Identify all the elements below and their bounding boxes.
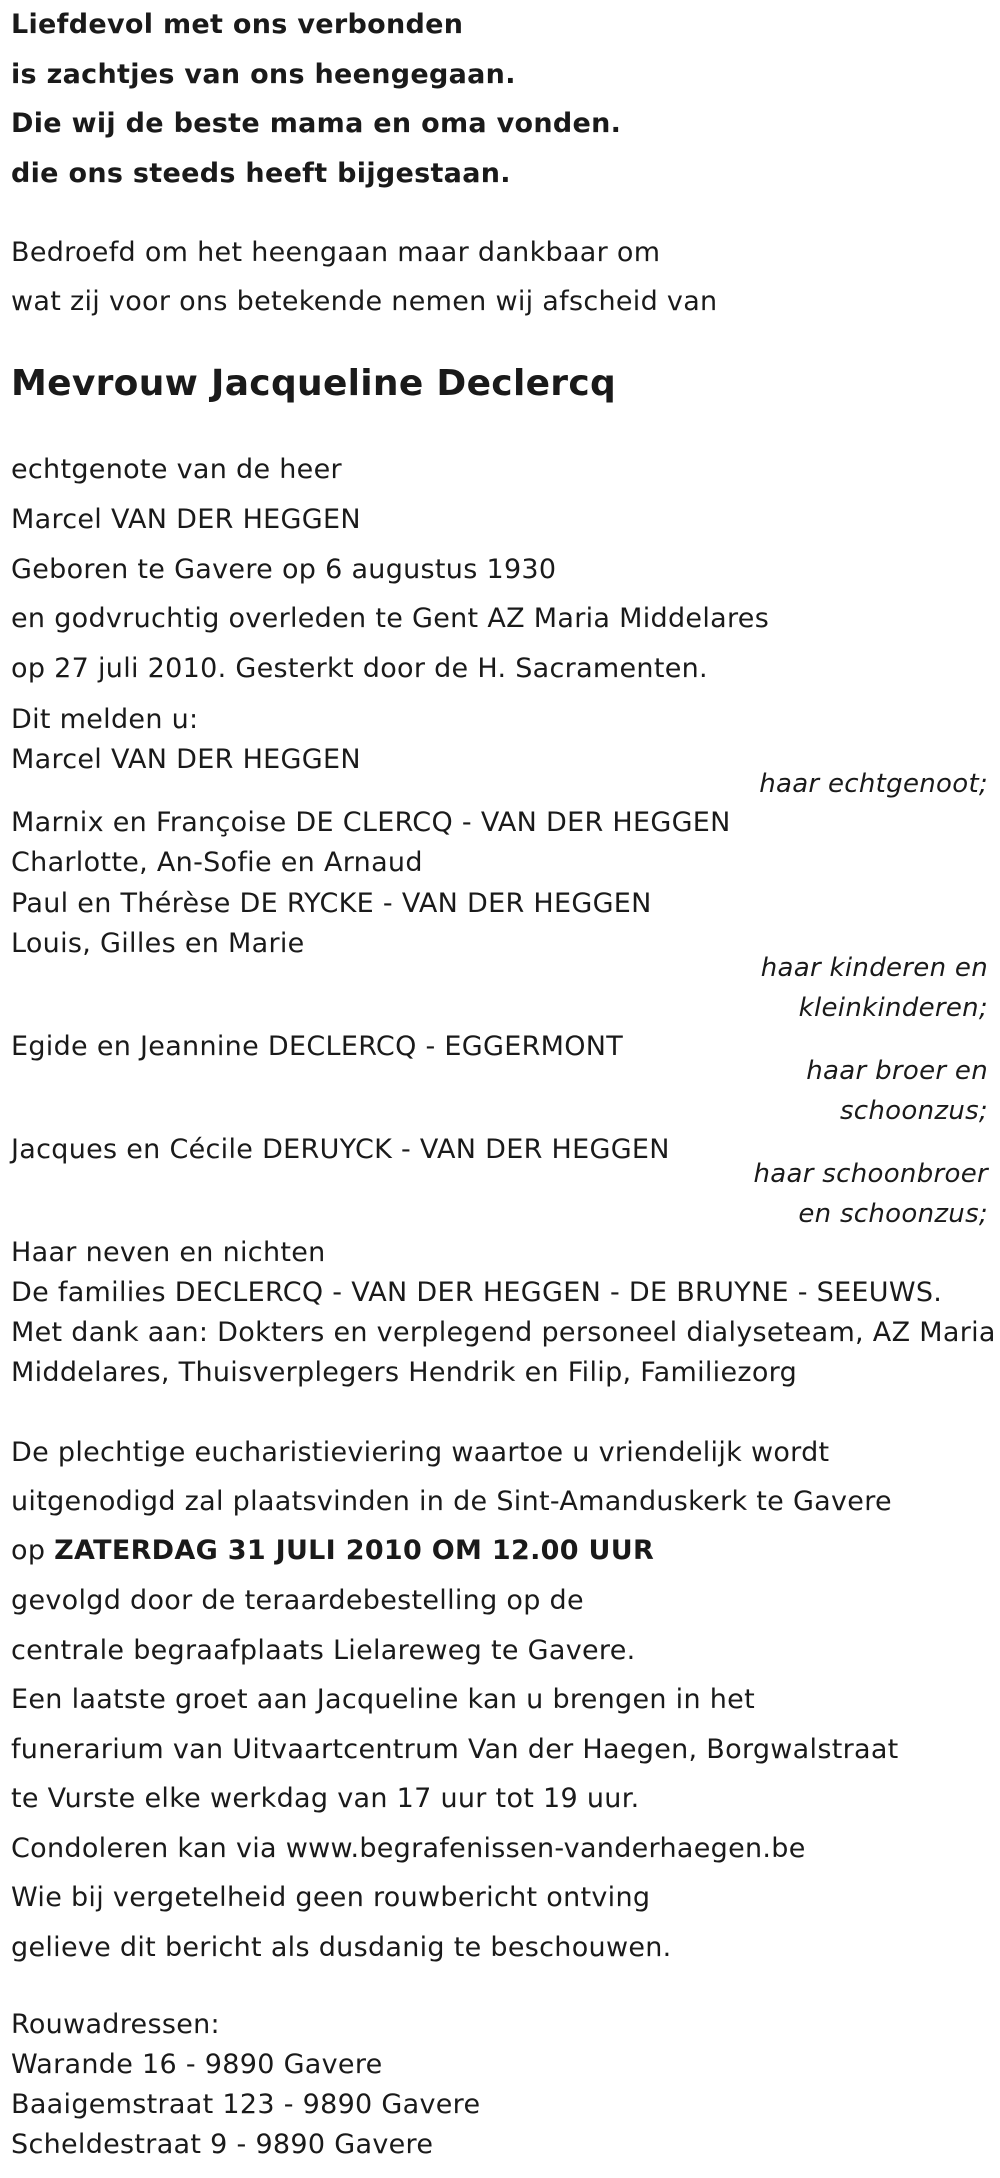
brother-role: haar broer en <box>806 1056 988 1086</box>
children-role: haar kinderen en <box>760 953 988 983</box>
address-line: Scheldestraat 9 - 9890 Gavere <box>11 2129 434 2160</box>
ceremony-date-prefix: op <box>11 1535 55 1566</box>
addresses-heading: Rouwadressen: <box>11 2009 220 2040</box>
poem-line: Liefdevol met ons verbonden <box>11 9 464 40</box>
spouse-name: Marcel VAN DER HEGGEN <box>11 744 361 775</box>
ceremony-line: Wie bij vergetelheid geen rouwbericht ontving <box>11 1882 651 1913</box>
ceremony-line: De plechtige eucharistieviering waartoe u vriendelijk wordt <box>11 1437 830 1468</box>
intro-line: wat zij voor ons betekende nemen wij afscheid van <box>11 286 718 317</box>
ceremony-line: uitgenodigd zal plaatsvinden in de Sint-Amanduskerk te Gavere <box>11 1486 892 1517</box>
detail-line: en godvruchtig overleden te Gent AZ Maria Middelares <box>11 603 770 634</box>
inlaw-role: haar schoonbroer <box>753 1159 988 1189</box>
ceremony-line: funerarium van Uitvaartcentrum Van der Haegen, Borgwalstraat <box>11 1734 899 1765</box>
ceremony-line: Een laatste groet aan Jacqueline kan u brengen in het <box>11 1684 755 1715</box>
ceremony-line: te Vurste elke werkdag van 17 uur tot 19 uur. <box>11 1783 640 1814</box>
brother-line: Egide en Jeannine DECLERCQ - EGGERMONT <box>11 1031 624 1062</box>
others-line: Haar neven en nichten <box>11 1237 326 1268</box>
poem-line: die ons steeds heeft bijgestaan. <box>11 158 511 189</box>
ceremony-line: gevolgd door de teraardebestelling op de <box>11 1585 584 1616</box>
announce-heading: Dit melden u: <box>11 704 199 735</box>
address-line: Warande 16 - 9890 Gavere <box>11 2049 383 2080</box>
intro-line: Bedroefd om het heengaan maar dankbaar om <box>11 237 661 268</box>
spouse-role: haar echtgenoot; <box>759 769 988 799</box>
ceremony-line: centrale begraafplaats Lielareweg te Gavere. <box>11 1635 636 1666</box>
address-line: Baaigemstraat 123 - 9890 Gavere <box>11 2089 481 2120</box>
poem-line: is zachtjes van ons heengegaan. <box>11 59 516 90</box>
others-line: Middelares, Thuisverplegers Hendrik en Filip, Familiezorg <box>11 1357 798 1388</box>
child-line: Charlotte, An-Sofie en Arnaud <box>11 847 423 878</box>
ceremony-line: gelieve dit bericht als dusdanig te beschouwen. <box>11 1932 672 1963</box>
ceremony-date: ZATERDAG 31 JULI 2010 OM 12.00 UUR <box>54 1535 655 1566</box>
inlaw-line: Jacques en Cécile DERUYCK - VAN DER HEGGEN <box>11 1134 670 1165</box>
brother-role: schoonzus; <box>839 1096 988 1126</box>
detail-line: Geboren te Gavere op 6 augustus 1930 <box>11 554 557 585</box>
child-line: Marnix en Françoise DE CLERCQ - VAN DER HEGGEN <box>11 807 731 838</box>
detail-line: Marcel VAN DER HEGGEN <box>11 504 361 535</box>
poem-line: Die wij de beste mama en oma vonden. <box>11 108 622 139</box>
child-line: Paul en Thérèse DE RYCKE - VAN DER HEGGEN <box>11 888 652 919</box>
others-line: Met dank aan: Dokters en verplegend personeel dialyseteam, AZ Maria <box>11 1317 996 1348</box>
condolence-line: Condoleren kan via www.begrafenissen-vanderhaegen.be <box>11 1833 806 1864</box>
ceremony-date-line <box>11 1534 654 1568</box>
others-line: De families DECLERCQ - VAN DER HEGGEN - DE BRUYNE - SEEUWS. <box>11 1277 943 1308</box>
children-role: kleinkinderen; <box>798 993 988 1023</box>
child-line: Louis, Gilles en Marie <box>11 928 305 959</box>
detail-line: echtgenote van de heer <box>11 454 342 485</box>
detail-line: op 27 juli 2010. Gesterkt door de H. Sacramenten. <box>11 653 708 684</box>
inlaw-role: en schoonzus; <box>798 1199 988 1229</box>
deceased-name: Mevrouw Jacqueline Declercq <box>11 363 617 404</box>
